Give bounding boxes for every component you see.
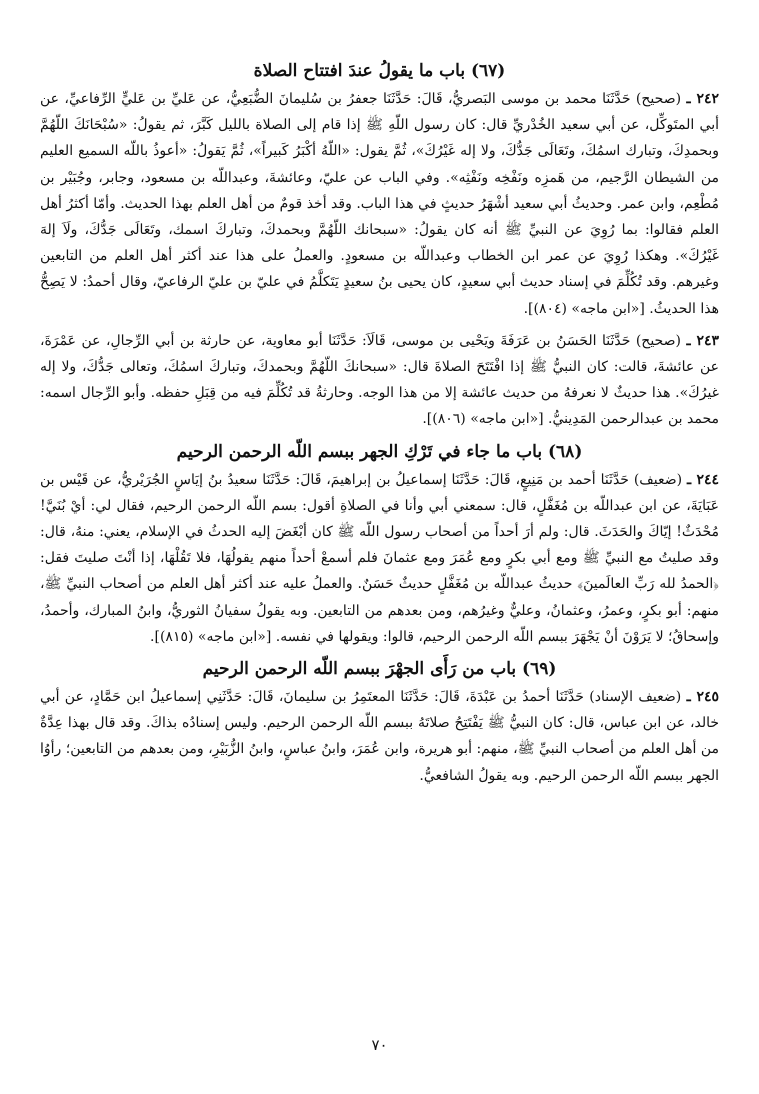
- hadith-244: [40, 467, 719, 650]
- chapter-title-69: (٦٩) باب من رَأَى الجهْرَ ببسم اللّه الرحمن الرحيم: [202, 659, 557, 680]
- hadith-text: (صحيح) حَدَّثَنَا محمد بن موسى البَصريُّ، قَالَ: حَدَّثَنَا جعفرُ بن سُليمانَ الضُّبَعِيُّ، عن عَليِّ بن عَليٍّ الرِّفاعيِّ، عن أبي المتَوكِّل، عن أبي سعيد الخُدْريِّ قال: كان رسول اللّهِ ﷺ إذا قام إلى الصلاة بالليل كَبَّرَ، ثم يقولُ: «سُبْحَانَكَ اللّهُمَّ وبحمدِكَ، وتبارك اسمُكَ، وتَعَالَى جَدُّكَ، ولا إله غَيْرُكَ»، ثُمَّ يقول: «اللّهُ أكْبَرُ كَبيراً»، ثُمَّ يَقولُ: «أعوذُ باللّه السميع العليم من الشيطان الرَّجيم، من هَمزِه ونَفْخِه ونَفْثِه». وفي الباب عن عليّ، وعائشةَ، وعبداللّه بن مسعود، وجابر، وجُبَيْر بن مُطْعِم، وابن عمر. وحديثُ أبي سعيد أشْهَرُ حديثٍ في هذا الباب. وقد أخذ قومٌ من أهل العلم بهذا الحديث. وأمّا أكثرُ أهل العلم فقالوا: بما رُوِيَ عن النبيِّ ﷺ أنه كان يقولُ: «سبحانك اللّهُمَّ وبحمدكَ، وتباركَ اسمك، وتَعَالَى جَدُّكَ، ولَاَ إلهَ غَيْرُكَ». وهكذا رُوِيَ عن عمر ابن الخطاب وعبداللّه بن مسعودٍ. والعملُ على هذا عند أكثر أهل العلم من التابعين وغيرهم. وقد تُكُلِّمَ في إسناد حديث أبي سعيدٍ، كان يحيى بنُ سعيدٍ يَتَكلَّمُ في عليّ بن عليّ الرفاعيّ، وقال أحمدُ: لا يَصِحُّ هذا الحديثُ. [«ابن ماجه» (٨٠٤)].: [40, 91, 719, 317]
- chapter-title-68: (٦٨) باب ما جاء في تَرْكِ الجهر ببسم اللّه الرحمن الرحيم: [176, 441, 583, 462]
- hadith-number: ٢٤٣ ـ: [686, 332, 720, 349]
- hadith-text: (ضعيف) حَدَّثَنَا أحمد بن مَنِيعٍ، قَالَ: حَدَّثَنَا إسماعيلُ بن إبراهيمَ، قَالَ: حَدَّثَنَا سعيدُ بنُ إيَاسٍ الجُرَيْريُّ، عن قَيْس بن عَبَايَةَ، عن ابن عبداللّه بن مُغَفَّلٍ، قال: سمعني أبي وأنا في الصلاةِ أقول: بسم اللّه الرحمن الرحيم، فقال لي: أيْ بُنَيَّ! مُحْدَثٌ! إيّاكَ والحَدَثَ. قال: ولم أرَ أحداً من أصحاب رسول اللّه ﷺ كان أبْغَضَ إليه الحدثُ في الإسلام، يعني: منهُ، قال: وقد صليتُ مع النبيِّ ﷺ ومع أبي بكرٍ ومع عُمَرَ ومع عثمانَ فلم أسمعْ أحداً منهم يقولُهَا، فلا تَقُلْهَا، إذا أنْتَ صليتَ فقل: ﴿الحمدُ لله رَبِّ العالَمينَ﴾ حديثُ عبداللّه بن مُغَفَّلٍ حديثٌ حَسَنٌ. والعملُ عليه عند أكثر أهل العلم من أصحاب النبيِّ ﷺ، منهم: أبو بكرٍ، وعمرُ، وعثمانُ، وعليٌّ وغيرُهم، ومن بعدهم من التابعين. وبه يقولُ سفيانُ الثوريُّ، وابنُ المبارك، وأحمدُ، وإسحاقُ؛ لا يَرَوْنَ أنْ يَجْهَرَ ببسم اللّه الرحمن الرحيم، قالوا: ويقولها في نفسه. [«ابن ماجه» (٨١٥)].: [40, 471, 719, 645]
- hadith-number: ٢٤٥ ـ: [686, 689, 719, 706]
- hadith-number: ٢٤٢ ـ: [686, 91, 719, 107]
- page-number: ٧٠: [371, 1036, 388, 1054]
- hadith-number: ٢٤٤ ـ: [687, 471, 719, 488]
- hadith-text: (صحيح) حَدَّثَنَا الحَسَنُ بن عَرَفَةَ ويَحْيى بن موسى، قَالَاَ: حَدَّثَنَا أبو معاوية، عن حارثة بن أبي الرِّجالِ، عن عَمْرَةَ، عن عائشةَ، قالت: كان النبيُّ ﷺ إذا افْتَتَحَ الصلاةَ قال: «سبحانكَ اللّهُمَّ وبحمدكَ، وتباركَ اسمُكَ، وتعالى جَدُّكَ، ولا إله غيرُكَ». هذا حديثٌ لا نعرفهُ من حديث عائشة إلا من هذا الوجه. وحارثةُ قد تُكُلِّمَ فيه من قِبَلِ حفظه. وأبو الرِّجال اسمه: محمد بن عبدالرحمن المَدِينيُّ. [«ابن ماجه» (٨٠٦)].: [40, 332, 719, 428]
- hadith-243: [40, 328, 719, 433]
- hadith-242: [40, 86, 719, 322]
- hadith-245: [40, 684, 719, 789]
- hadith-text: (ضعيف الإسناد) حَدَّثَنَا أحمدُ بن عَبْدَةَ، قَالَ: حَدَّثَنَا المعتَمِرُ بن سليمانَ، قَالَ: حَدَّثَنِي إسماعيلُ ابن حَمَّادٍ، عن أبي خالد، عن ابن عباس، قال: كان النبيُّ ﷺ يَفْتَتِحُ صلاتَهُ ببسم اللّه الرحمن الرحيم. وليس إسنادُه بذاكَ. وقد قال بهذا عِدَّةٌ من أهل العلم من أصحاب النبيِّ ﷺ، منهم: أبو هريرة، وابن عُمَرَ، وابنُ عباسٍ، وابنُ الزُّبَيْرِ، ومن بعدهم من التابعين؛ رأوُا الجهر ببسم اللّه الرحمن الرحيم. وبه يقولُ الشافعيُّ.: [40, 689, 719, 784]
- chapter-title-67: (٦٧) باب ما يقولُ عندَ افتتاح الصلاة: [253, 61, 506, 81]
